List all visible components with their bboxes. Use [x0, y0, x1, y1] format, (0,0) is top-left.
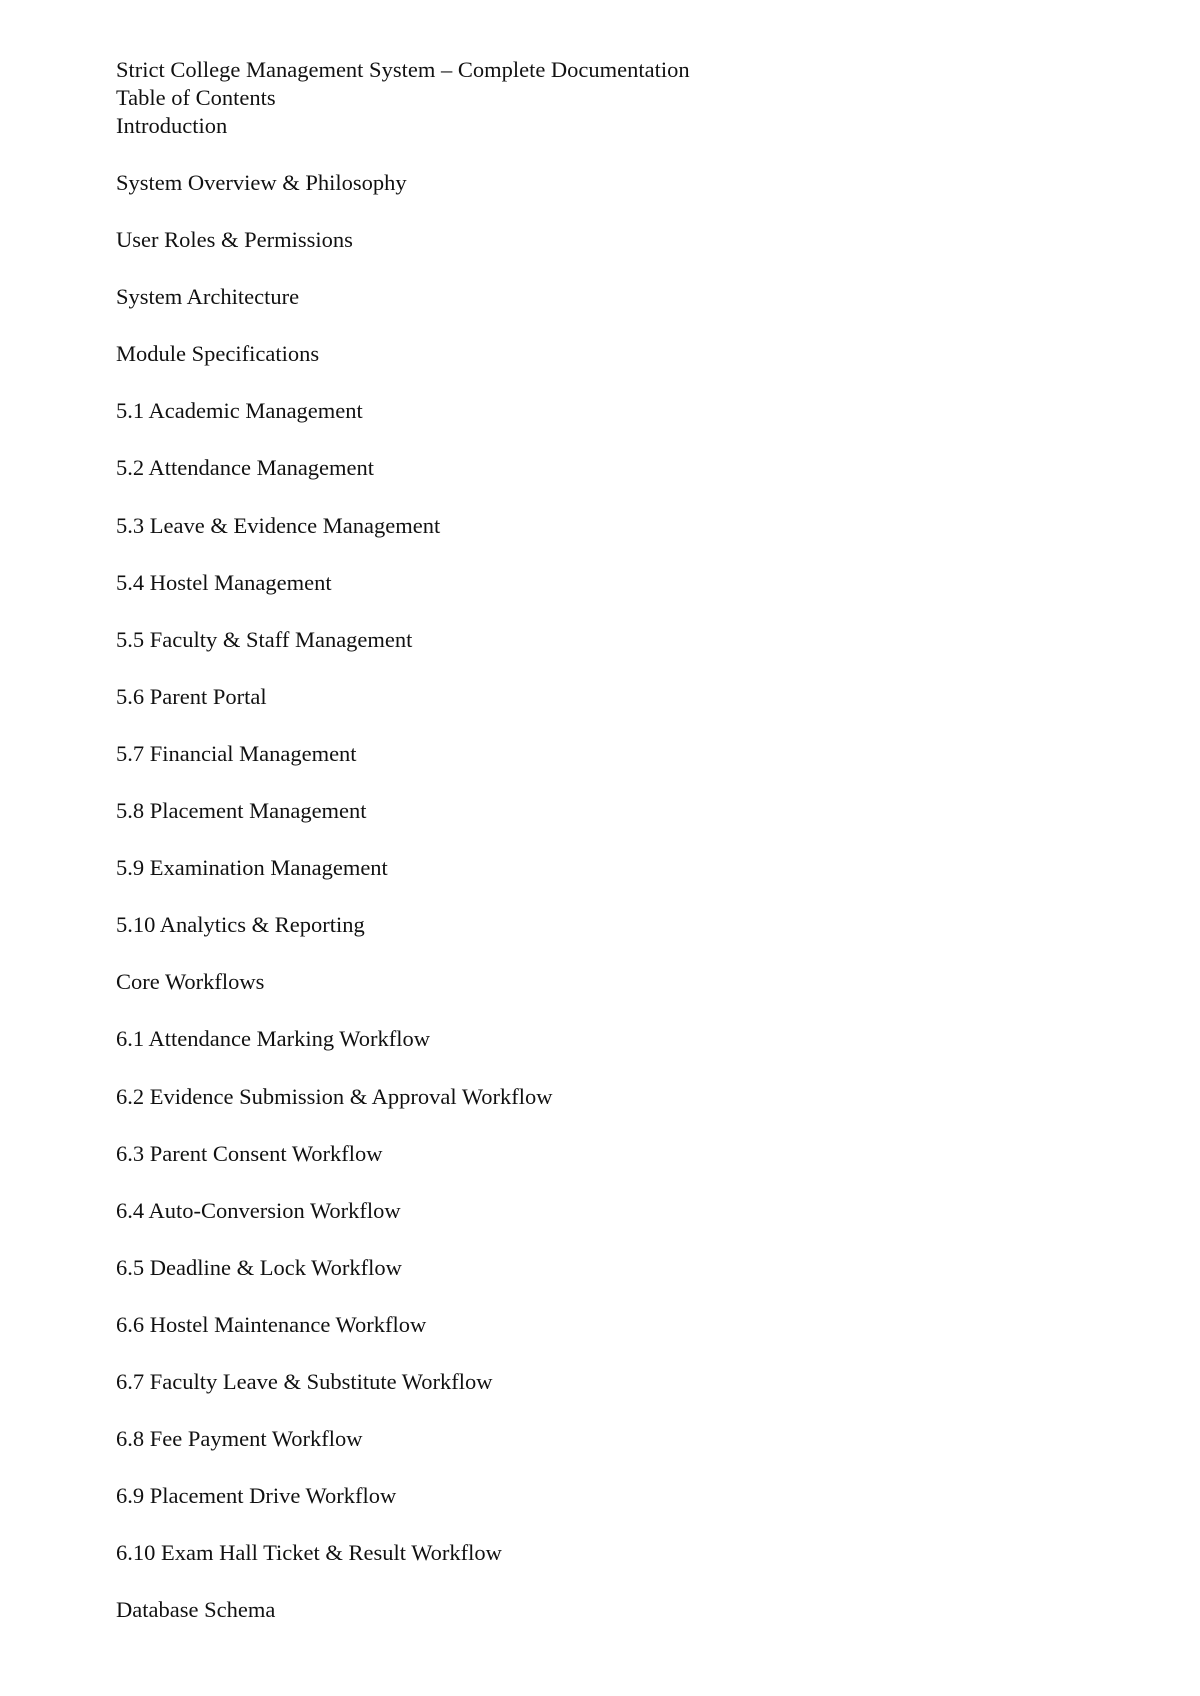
toc-entry: 6.5 Deadline & Lock Workflow	[116, 1254, 402, 1280]
toc-entry: 5.2 Attendance Management	[116, 455, 375, 481]
toc-entry: 6.2 Evidence Submission & Approval Workflow	[116, 1083, 553, 1109]
toc-entry: 5.1 Academic Management	[116, 398, 363, 424]
toc-entry: User Roles & Permissions	[116, 227, 353, 253]
toc-entry: Module Specifications	[116, 341, 320, 367]
toc-entry: 5.4 Hostel Management	[116, 569, 332, 595]
toc-entry: System Overview & Philosophy	[116, 170, 407, 195]
toc-entry: 5.10 Analytics & Reporting	[116, 912, 365, 938]
toc-entry: 5.9 Examination Management	[116, 855, 388, 881]
toc-entry: 5.8 Placement Management	[116, 798, 367, 824]
toc-entry: 6.6 Hostel Maintenance Workflow	[116, 1311, 427, 1337]
toc-entry: 5.6 Parent Portal	[116, 683, 267, 709]
toc-heading: Table of Contents	[116, 85, 276, 110]
toc-entry: 5.3 Leave & Evidence Management	[116, 512, 441, 538]
toc-entry: 5.7 Financial Management	[116, 740, 357, 766]
toc-entry: 6.3 Parent Consent Workflow	[116, 1140, 383, 1166]
toc-entry: 6.10 Exam Hall Ticket & Result Workflow	[116, 1540, 502, 1566]
toc-entry: System Architecture	[116, 284, 300, 310]
toc-entry-introduction: Introduction	[116, 113, 228, 138]
table-of-contents	[116, 169, 1140, 1653]
toc-entry: Core Workflows	[116, 969, 265, 995]
toc-entry: 6.1 Attendance Marking Workflow	[116, 1026, 430, 1052]
toc-entry: 5.5 Faculty & Staff Management	[116, 626, 413, 652]
toc-entry: 6.8 Fee Payment Workflow	[116, 1426, 363, 1452]
toc-entry: Database Schema	[116, 1597, 276, 1623]
toc-entry: 6.4 Auto-Conversion Workflow	[116, 1197, 401, 1223]
toc-entry: 6.9 Placement Drive Workflow	[116, 1483, 397, 1509]
document-title: Strict College Management System – Complete Documentation	[116, 57, 690, 82]
toc-entry: 6.7 Faculty Leave & Substitute Workflow	[116, 1368, 493, 1394]
document-header	[116, 56, 1140, 140]
